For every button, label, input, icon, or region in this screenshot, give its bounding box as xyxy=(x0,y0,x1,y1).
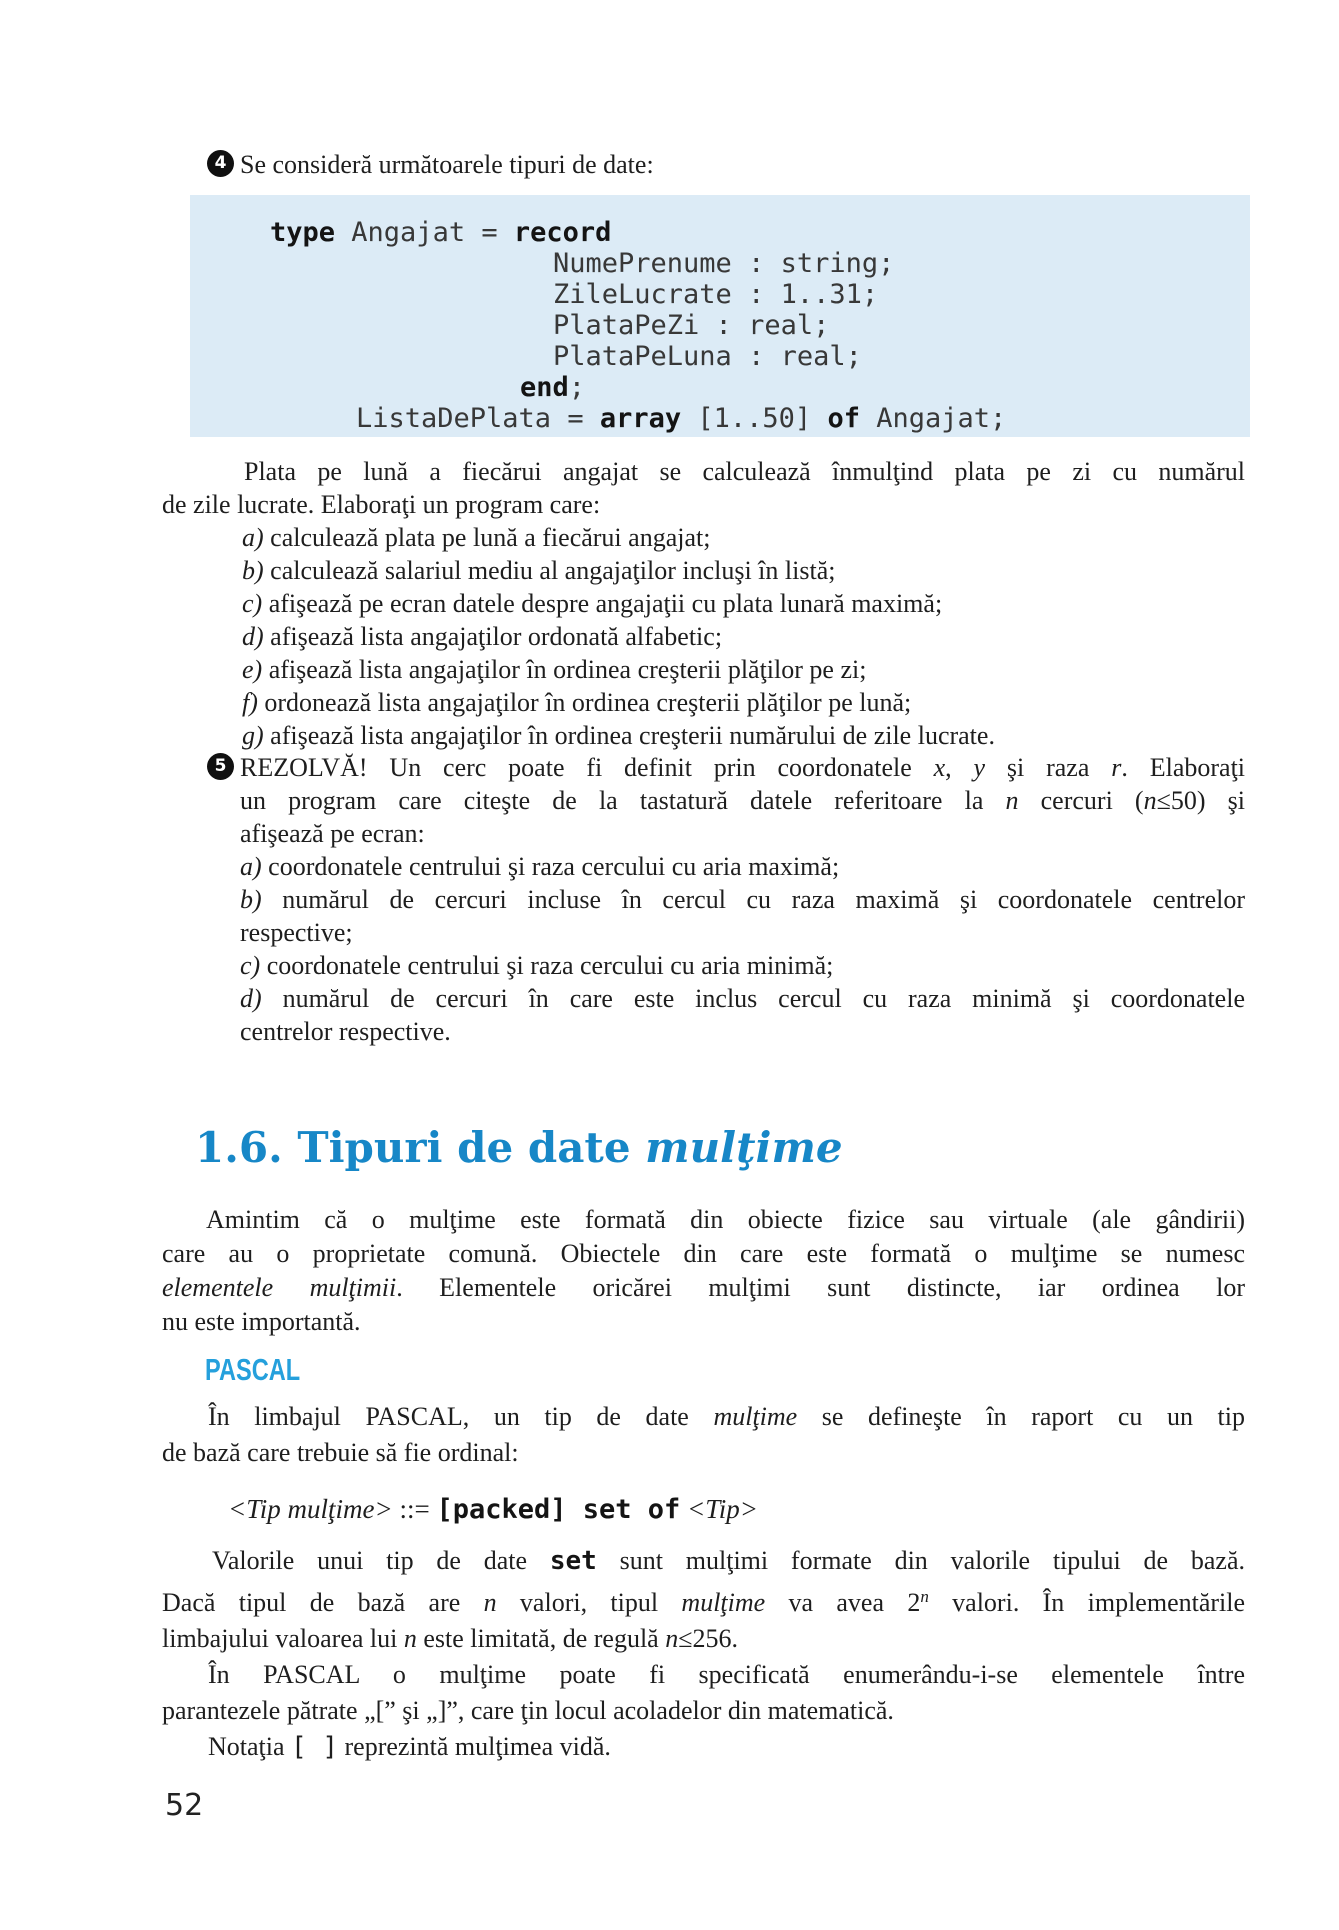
bullet-4-intro: Se consideră următoarele tipuri de date: xyxy=(240,150,654,179)
paragraph-amintim: Amintim că o mulţime este formată din obiecte fizice sau virtuale (ale gândirii) care au o proprietate comună. Obiectele din care este formată o mulţime se numesc elementele mulţimii. Elementele oricărei mulţimi sunt distincte, iar ordinea lor nu este importantă. xyxy=(162,1205,1245,1336)
bullet-4-marker: 4 xyxy=(207,150,234,177)
paragraph-in-limbajul-pascal: În limbajul PASCAL, un tip de date mulţime se defineşte în raport cu un tip de bază care trebuie să fie ordinal: xyxy=(162,1402,1246,1467)
paragraph-valorile-set: Valorile unui tip de date set sunt mulţimi formate din valorile tipului de bază. Dacă tipul de bază are n valori, tipul mulţime va avea 2$^n$ valori. În implementările limbajului valoarea lui n este limitată, de regulă n≤256. În PASCAL o mulţime poate fi specificată enumerându-i-se elementele între parantezele pătrate „[” şi „]”, care ţin locul acoladelor din matematică. Notaţia [ ] reprezintă mulţimea vidă. xyxy=(162,1546,1246,1762)
page-number: 52 xyxy=(165,1788,204,1823)
paragraph-plata-pe-luna: Plata pe lună a fiecărui angajat se calculează înmulţind plata pe zi cu numărul de zile lucrate. Elaboraţi un program care: a) calculează plata pe lună a fiecărui angajat; b) calculează salariul mediu al angajaţilor incluşi în listă; c) afişează pe ecran datele despre angajaţii cu plata lunară maximă; d) afişează lista angajaţilor ordonată alfabetic; e) afişează lista angajaţilor în ordinea creşterii plăţilor pe zi; f) ordonează lista angajaţilor în ordinea creşterii plăţilor pe lună; g) afişează lista angajaţilor în ordinea creşterii numărului de zile lucrate. xyxy=(162,457,1245,750)
pascal-language-label: PASCAL xyxy=(205,1352,301,1387)
bullet-5-marker: 5 xyxy=(207,753,234,780)
pascal-code-block: type Angajat = record NumePrenume : string; ZileLucrate : 1..31; PlataPeZi : real; PlataPeLuna : real; end; ListaDePlata = array [1..50] of Angajat; xyxy=(190,195,1250,437)
section-heading-1-6: 1.6. Tipuri de date mulţime xyxy=(195,1123,843,1172)
set-type-syntax-definition: <Tip mulţime> ::= [packed] set of <Tip> xyxy=(228,1494,758,1525)
bullet-5-exercise: REZOLVĂ! Un cerc poate fi definit prin coordonatele x, y şi raza r. Elaboraţi un program care citeşte de la tastatură datele referitoare la n cercuri (n≤50) şi afişează pe ecran: a) coordonatele centrului şi raza cercului cu aria maximă; b) numărul de cercuri incluse în cercul cu raza maximă şi coordonatele centrelor respective; c) coordonatele centrului şi raza cercului cu aria minimă; d) numărul de cercuri în care este inclus cercul cu raza minimă şi coordonatele centrelor respective. xyxy=(240,753,1246,1046)
